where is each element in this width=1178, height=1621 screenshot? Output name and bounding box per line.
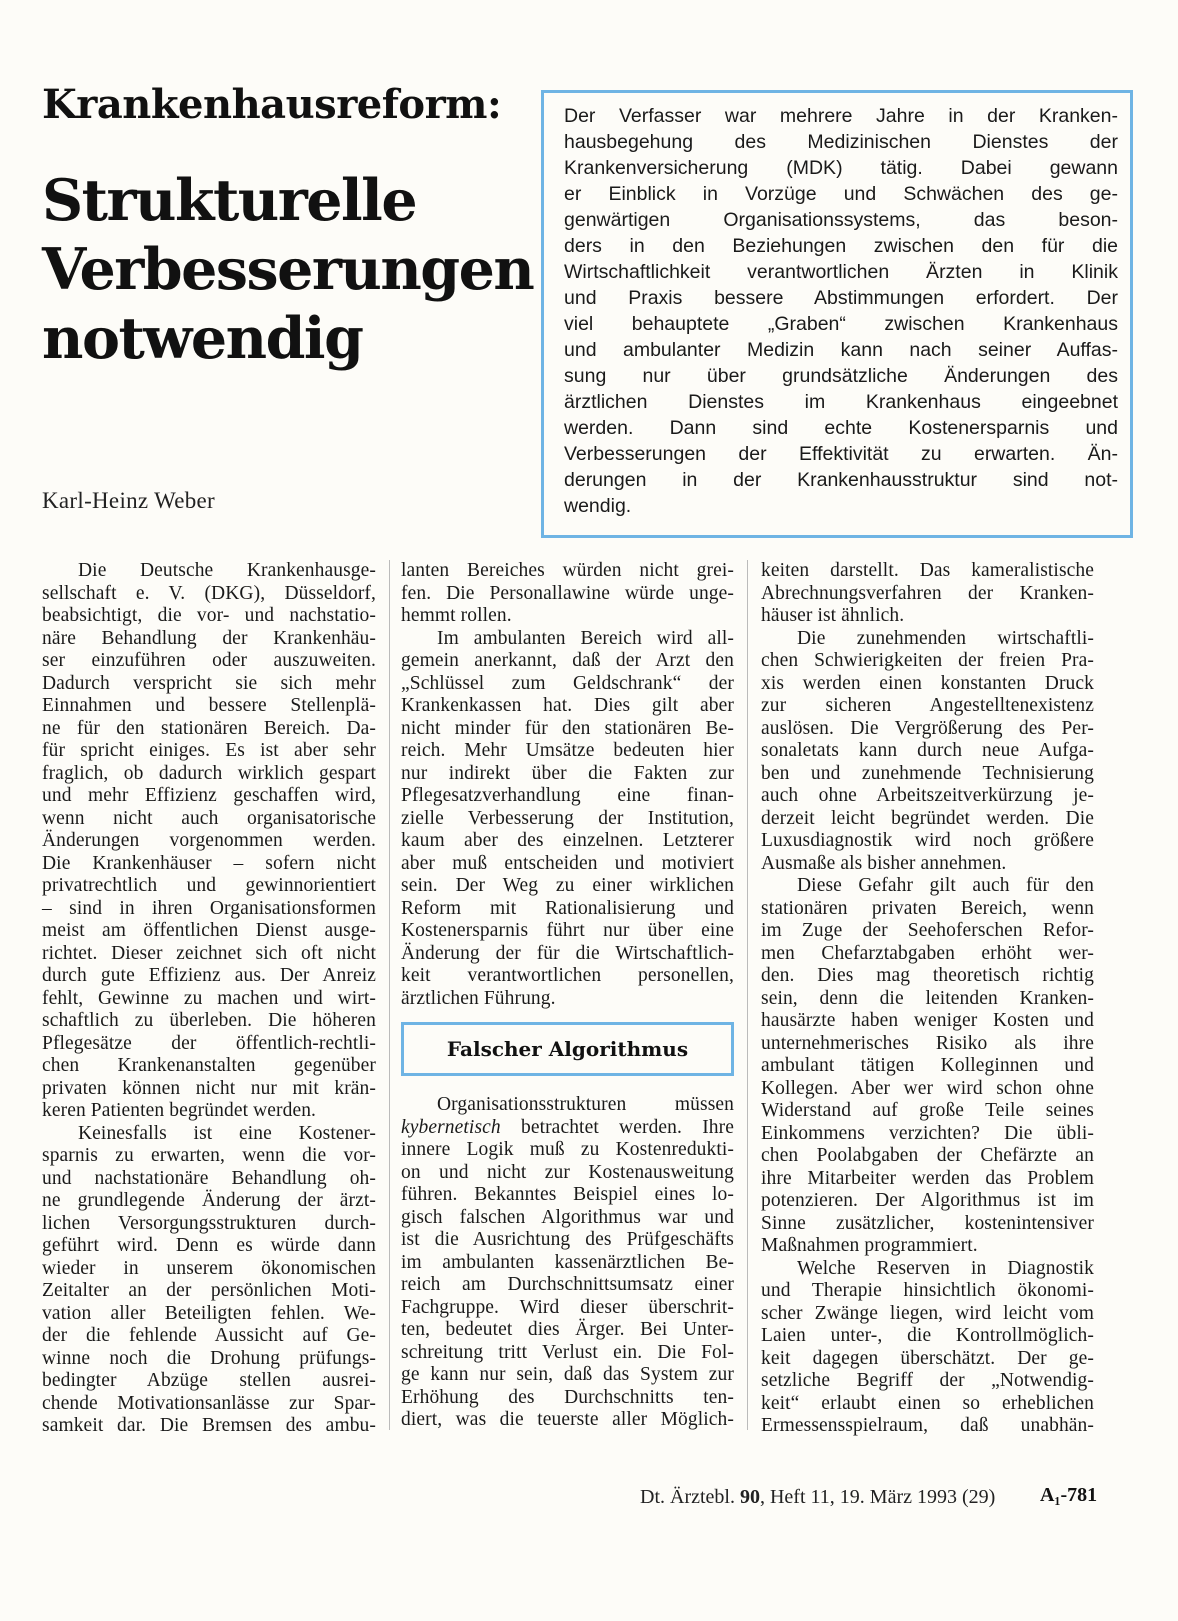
text-line: diert, was die teuerste aller Möglich-	[401, 1409, 734, 1430]
text-line: Ausmaße als bisher annehmen.	[761, 852, 1007, 874]
text-line: keit verantwortlichen personellen,	[401, 965, 734, 986]
text-line: Zeitalter an der persönlichen Moti-	[42, 1280, 376, 1301]
text-line: zielle Verbesserung der Institution,	[401, 807, 734, 829]
text-line: ne grundlegende Änderung der ärzt-	[42, 1190, 376, 1211]
text-line: nur indirekt über die Fakten zur	[401, 762, 734, 784]
text-line: Laien unter-, die Kontrollmöglich-	[761, 1325, 1094, 1346]
text-line: nicht minder für den stationären Be-	[401, 717, 734, 739]
text-line: ten, bedeutet dies Ärger. Bei Unter-	[401, 1319, 734, 1340]
text-line: on und nicht zur Kostenausweitung	[401, 1161, 734, 1183]
text-line: Kollegen. Aber wer wird schon ohne	[761, 1077, 1094, 1099]
text-line: für spricht einiges. Es ist aber sehr	[42, 740, 376, 761]
text-column-2-continued	[401, 1094, 734, 1432]
text-line: unternehmerisches Risiko als ihre	[761, 1032, 1094, 1054]
text-line: ben und zunehmende Technisierung	[761, 762, 1094, 784]
page-footer	[640, 1486, 995, 1509]
text-line: ders in den Beziehungen zwischen den für die	[564, 235, 1118, 257]
emphasized-word: kybernetisch	[401, 1116, 501, 1138]
text-line: vation aller Beteiligten fehlen. We-	[42, 1302, 376, 1324]
text-line: auslösen. Die Vergrößerung des Per-	[761, 717, 1094, 739]
text-line: Widerstand auf große Teile seines	[761, 1100, 1094, 1121]
text-line: wendig.	[564, 495, 632, 517]
text-line: Kostenersparnis führt nur über eine	[401, 920, 734, 941]
text-line: gisch falschen Algorithmus war und	[401, 1206, 734, 1228]
text-line: keit dagegen überschätzt. Der ge-	[761, 1347, 1094, 1369]
text-line: gemein anerkannt, daß der Arzt den	[401, 650, 734, 671]
text-line: genwärtigen Organisationssystems, das beson-	[564, 209, 1118, 231]
text-line: Änderung der für die Wirtschaftlich-	[401, 942, 734, 964]
text-line: ambulant tätigen Kolleginnen und	[761, 1055, 1094, 1076]
text-line: und Therapie hinsichtlich ökonomi-	[761, 1280, 1094, 1301]
text-line: Abrechnungsverfahren der Kranken-	[761, 582, 1094, 604]
text-line: Krankenkassen hat. Dies gilt aber	[401, 695, 734, 716]
text-line: hausärzte haben weniger Kosten und	[761, 1010, 1094, 1031]
text-column-2	[401, 560, 734, 1010]
text-line: – sind in ihren Organisationsformen	[42, 897, 376, 919]
text-line: samkeit dar. Die Bremsen des ambu-	[42, 1415, 376, 1436]
text-column-1	[42, 560, 376, 1438]
text-line: chen Poolabgaben der Chefärzte an	[761, 1145, 1094, 1166]
text-line: Im ambulanten Bereich wird all-	[437, 627, 734, 649]
article-kicker: Krankenhausreform:	[42, 81, 502, 128]
text-line: den. Dies mag theoretisch richtig	[761, 965, 1094, 986]
text-line: Erhöhung des Durchschnitts ten-	[401, 1386, 734, 1408]
text-line: Verbesserungen der Effektivität zu erwarten. Än-	[564, 443, 1118, 465]
text-line: geführt wird. Denn es würde dann	[42, 1235, 376, 1256]
text-line: führen. Bekanntes Beispiel eines lo-	[401, 1184, 734, 1205]
text-line: und ambulanter Medizin kann nach seiner Auffas-	[564, 339, 1118, 361]
text-line: sellschaft e. V. (DKG), Düsseldorf,	[42, 582, 376, 604]
text-line-rest: betrachtet werden. Ihre	[520, 1116, 734, 1138]
text-line: kaum aber des einzelnen. Letzterer	[401, 830, 734, 851]
text-line: ist die Ausrichtung des Prüfgeschäfts	[401, 1229, 734, 1250]
text-line: sein. Der Weg zu einer wirklichen	[401, 875, 734, 896]
text-line: schreitung tritt Verlust ein. Die Fol-	[401, 1341, 734, 1363]
text-line: fehlt, Gewinne zu machen und wirt-	[42, 987, 376, 1009]
text-line: derungen in der Krankenhausstruktur sind not-	[564, 469, 1118, 491]
column-divider	[747, 560, 748, 1430]
text-line: ge kann nur sein, daß das System zur	[401, 1364, 734, 1385]
text-line: wieder in unserem ökonomischen	[42, 1257, 376, 1279]
text-line: Welche Reserven in Diagnostik	[797, 1257, 1094, 1279]
text-line: Keinesfalls ist eine Kostener-	[78, 1122, 376, 1144]
text-line: sein, denn die leitenden Kranken-	[761, 987, 1094, 1009]
text-line: keren Patienten begründet werden.	[42, 1100, 317, 1121]
text-line: Die Deutsche Krankenhausge-	[78, 560, 376, 581]
text-line: Pflegesätze der öffentlich-rechtli-	[42, 1032, 376, 1054]
text-line: winne noch die Drohung prüfungs-	[42, 1347, 376, 1369]
journal-name: Dt. Ärztebl.	[640, 1486, 735, 1508]
text-line	[401, 1117, 734, 1140]
text-line: innere Logik muß zu Kostenredukti-	[401, 1139, 734, 1160]
text-line: Diese Gefahr gilt auch für den	[797, 875, 1094, 896]
text-line: chen Krankenanstalten gegenüber	[42, 1055, 376, 1076]
text-line: stationären privaten Bereich, wenn	[761, 897, 1094, 919]
text-line: sparnis zu erwarten, wenn die vor-	[42, 1145, 376, 1166]
text-line: lichen Versorgungsstrukturen durch-	[42, 1212, 376, 1234]
text-line: der die fehlende Aussicht auf Ge-	[42, 1325, 376, 1346]
journal-volume: 90	[739, 1486, 760, 1508]
text-line: reich am Durchschnittsumsatz einer	[401, 1274, 734, 1295]
text-line: und nachstationäre Behandlung oh-	[42, 1167, 376, 1189]
text-line: und mehr Effizienz geschaffen wird,	[42, 785, 376, 806]
text-line: privatrechtlich und gewinnorientiert	[42, 875, 376, 896]
section-subheading: Falscher Algorithmus	[446, 1037, 689, 1061]
text-line: Organisationsstrukturen müssen	[437, 1094, 734, 1115]
text-line: Änderungen vorgenommen werden.	[42, 830, 376, 851]
text-line: und Praxis bessere Abstimmungen erfordert. Der	[564, 287, 1118, 309]
text-line: chen Schwierigkeiten der freien Pra-	[761, 650, 1094, 671]
text-line: potenzieren. Der Algorithmus ist im	[761, 1190, 1094, 1211]
text-line: reich. Mehr Umsätze bedeuten hier	[401, 740, 734, 761]
text-line: Ermessensspielraum, daß unabhän-	[761, 1415, 1094, 1436]
text-line: Die Krankenhäuser – sofern nicht	[42, 852, 376, 874]
text-line: Fachgruppe. Wird dieser überschrit-	[401, 1296, 734, 1318]
text-line: hausbegehung des Medizinischen Dienstes der	[564, 131, 1118, 153]
text-line: er Einblick in Vorzüge und Schwächen des ge-	[564, 183, 1118, 205]
text-line: hemmt rollen.	[401, 605, 512, 626]
text-column-3	[761, 560, 1094, 1438]
text-line: Sinne zusätzlicher, kostenintensiver	[761, 1212, 1094, 1234]
text-line: fen. Die Personallawine würde unge-	[401, 582, 734, 604]
text-line: zur sicheren Angestelltenexistenz	[761, 695, 1094, 716]
headline-line: Strukturelle	[42, 167, 417, 234]
text-line: sung nur über grundsätzliche Änderungen des	[564, 365, 1118, 387]
text-line: xis werden einen konstanten Druck	[761, 672, 1094, 694]
text-line: sonaletats kann durch neue Aufga-	[761, 740, 1094, 761]
text-line: keiten darstellt. Das kameralistische	[761, 560, 1094, 581]
text-line: ärztlichen Dienstes im Krankenhaus eingeebnet	[564, 391, 1118, 413]
text-line: ne für den stationären Bereich. Da-	[42, 717, 376, 739]
text-line: Reform mit Rationalisierung und	[401, 897, 734, 919]
text-line: ser einzuführen oder auszuweiten.	[42, 650, 376, 671]
text-line: richtet. Dieser zeichnet sich oft nicht	[42, 942, 376, 964]
text-line: „Schlüssel zum Geldschrank“ der	[401, 672, 734, 694]
section-subheading-box	[401, 1022, 734, 1076]
text-line: Dadurch verspricht sie sich mehr	[42, 672, 376, 694]
text-line: Einkommens verzichten? Die übli-	[761, 1122, 1094, 1144]
text-line: Maßnahmen programmiert.	[761, 1235, 978, 1256]
article-headline	[42, 166, 542, 373]
text-line: viel behauptete „Graben“ zwischen Krankenhaus	[564, 313, 1118, 335]
text-line: lanten Bereiches würden nicht grei-	[401, 560, 734, 581]
text-line: im Zuge der Seehoferschen Refor-	[761, 920, 1094, 941]
text-line: Die zunehmenden wirtschaftli-	[797, 627, 1094, 649]
text-line: schaftlich zu überleben. Die höheren	[42, 1010, 376, 1031]
text-line: beabsichtigt, die vor- und nachstatio-	[42, 605, 376, 626]
text-line: fraglich, ob dadurch wirklich gespart	[42, 762, 376, 784]
text-line: werden. Dann sind echte Kostenersparnis und	[564, 417, 1118, 439]
text-line: privaten können nicht nur mit krän-	[42, 1077, 376, 1099]
author-name: Karl-Heinz Weber	[42, 488, 216, 513]
text-line: chende Motivationsanlässe zur Spar-	[42, 1392, 376, 1414]
text-line: näre Behandlung der Krankenhäu-	[42, 627, 376, 649]
text-line: häuser ist ähnlich.	[761, 605, 905, 626]
text-line: Krankenversicherung (MDK) tätig. Dabei gewann	[564, 157, 1118, 179]
text-line: keit“ erlaubt einen so erheblichen	[761, 1392, 1094, 1414]
text-line: ihre Mitarbeiter werden das Problem	[761, 1167, 1094, 1189]
headline-line: Verbesserungen	[42, 236, 534, 303]
text-line: Pflegesatzverhandlung eine finan-	[401, 785, 734, 806]
text-line: Wirtschaftlichkeit verantwortlichen Ärzten in Klinik	[564, 261, 1118, 283]
text-line: scher Zwänge liegen, wird leicht vom	[761, 1302, 1094, 1324]
text-line: Der Verfasser war mehrere Jahre in der Kranken-	[564, 105, 1118, 127]
text-line: ärztlichen Führung.	[401, 987, 556, 1009]
text-line: auch ohne Arbeitszeitverkürzung je-	[761, 785, 1094, 806]
text-line: men Chefarztabgaben erhöht wer-	[761, 942, 1094, 964]
text-line: aber muß entscheiden und motiviert	[401, 852, 734, 874]
journal-issue: , Heft 11, 19. März 1993 (29)	[759, 1486, 996, 1508]
text-line: im ambulanten kassenärztlichen Be-	[401, 1251, 734, 1273]
text-line: bedingter Abzüge stellen ausrei-	[42, 1370, 376, 1391]
text-line: Einnahmen und bessere Stellenplä-	[42, 695, 376, 716]
column-divider	[389, 560, 390, 1430]
text-line: derzeit leicht begründet werden. Die	[761, 807, 1094, 829]
page-number: A₁-781	[1040, 1484, 1098, 1506]
text-line: Luxusdiagnostik wird noch größere	[761, 830, 1094, 851]
headline-line: notwendig	[42, 305, 363, 372]
text-line: setzliche Begriff der „Notwendig-	[761, 1370, 1094, 1391]
text-line: wenn nicht auch organisatorische	[42, 807, 376, 829]
text-line: durch gute Effizienz aus. Der Anreiz	[42, 965, 376, 986]
text-line: meist am öffentlichen Dienst ausge-	[42, 920, 376, 941]
abstract-box	[541, 90, 1133, 538]
